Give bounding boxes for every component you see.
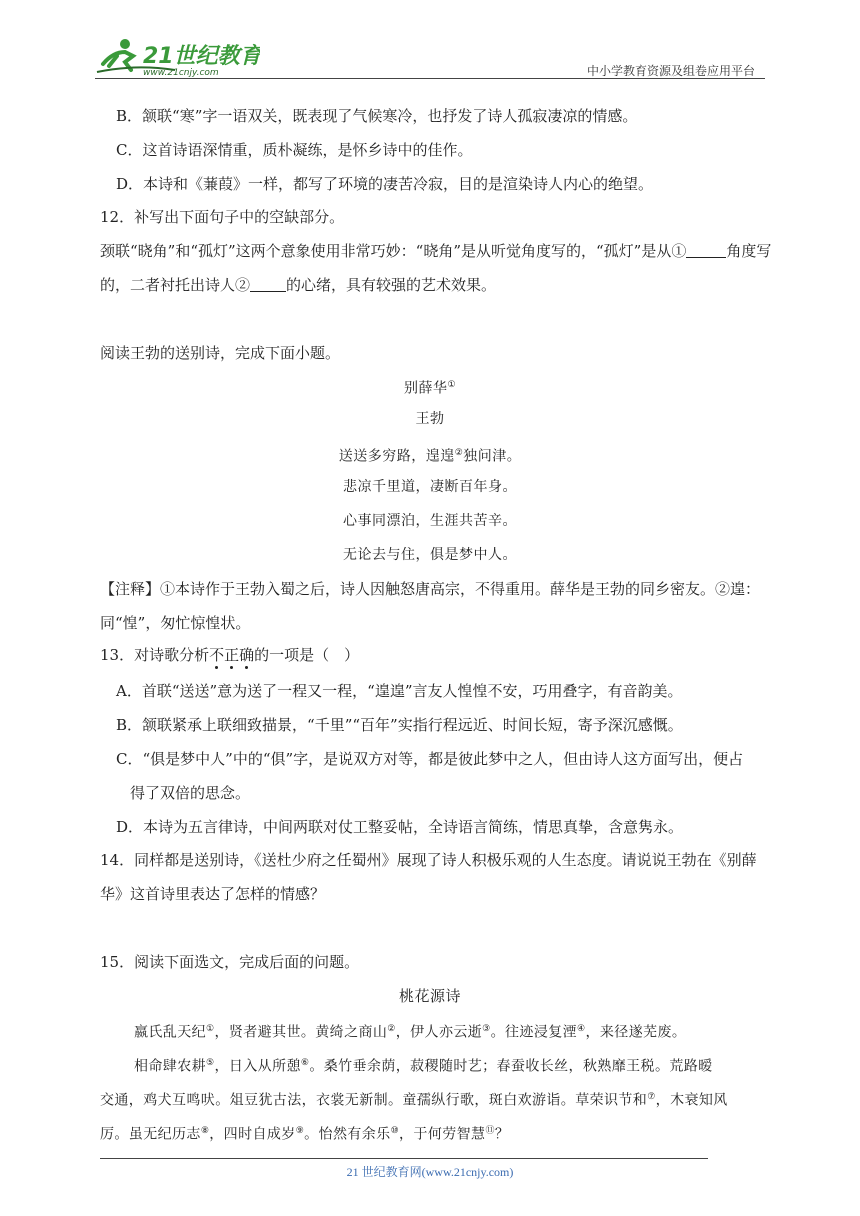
emphasis-char-1: 不 <box>209 646 225 664</box>
note-line-1: 【注释】①本诗作于王勃入蜀之后，诗人因触怒唐高宗，不得重用。薛华是王勃的同乡密友。②遑： <box>100 580 761 598</box>
text-segment: ，木衰知风 <box>655 1092 728 1109</box>
q15-stem: 15．阅读下面选文，完成后面的问题。 <box>100 953 360 971</box>
poem-line-4: 无论去与住，俱是梦中人。 <box>343 547 517 563</box>
q11-option-c: C．这首诗语深情重，质朴凝练，是怀乡诗中的佳作。 <box>116 141 473 159</box>
q13-stem-b: 的一项是（ ） <box>254 646 360 664</box>
poem-line-3: 心事同漂泊，生涯共苦辛。 <box>343 513 517 529</box>
text-segment: ，于何劳智慧 <box>399 1126 486 1143</box>
answer-blank-2[interactable] <box>250 277 286 292</box>
text-segment: ，四时自成岁 <box>209 1126 296 1143</box>
footer-source: 21 世纪教育网(www.21cnjy.com) <box>346 1165 514 1179</box>
poem-line-1 <box>0 443 860 467</box>
poem-line-1b: 独问津。 <box>463 448 522 465</box>
logo-text: 21世纪教育 <box>143 44 260 69</box>
footnote-marker: ⑧ <box>200 1126 210 1136</box>
q13-option-c-line2: 得了双倍的思念。 <box>130 784 251 802</box>
text-segment: 。怡然有余乐 <box>304 1126 391 1143</box>
text-segment: ，贤者避其世。黄绮之商山 <box>214 1024 388 1041</box>
q13-option-d: D．本诗为五言律诗，中间两联对仗工整妥帖，全诗语言简练，情思真挚，含意隽永。 <box>116 818 684 836</box>
footnote-marker: ⑥ <box>300 1058 310 1068</box>
q15-paragraph-2-line2 <box>100 1087 728 1111</box>
q11-option-d: D．本诗和《蒹葭》一样，都写了环境的凄苦冷寂，目的是渲染诗人内心的绝望。 <box>116 175 654 193</box>
q13-option-c-line1: C．“俱是梦中人”中的“俱”字，是说双方对等，都是彼此梦中之人，但由诗人这方面写出，便占 <box>116 750 744 768</box>
q11-option-b: B．颔联“寒”字一语双关，既表现了气候寒冷，也抒发了诗人孤寂凄凉的情感。 <box>116 107 638 125</box>
text-segment: 嬴氏乱天纪 <box>134 1024 206 1041</box>
poem-title-text: 别薛华 <box>403 380 448 397</box>
q12-line2 <box>100 275 496 295</box>
footnote-marker: ② <box>387 1024 396 1034</box>
poem-line-1a: 送送多穷路，遑遑 <box>338 448 455 465</box>
poem-line-1-note: ② <box>454 448 464 458</box>
q14-line2: 华》这首诗里表达了怎样的情感？ <box>100 885 326 903</box>
q15-paragraph-2-line1 <box>134 1053 713 1077</box>
reading-intro: 阅读王勃的送别诗，完成下面小题。 <box>100 344 341 362</box>
emphasis-char-3: 确 <box>239 646 255 664</box>
q12-line2-text-b: 的心绪，具有较强的艺术效果。 <box>286 276 497 294</box>
q15-paragraph-2-line3 <box>100 1121 509 1145</box>
footnote-marker: ⑦ <box>647 1092 656 1102</box>
header-divider <box>95 78 765 79</box>
text-segment: 。桑竹垂余荫，菽稷随时艺；春蚕收长丝，秋熟靡王税。荒路暧 <box>309 1058 713 1075</box>
poem-line-2: 悲凉千里道，凄断百年身。 <box>343 479 517 495</box>
emphasis-char-2: 正 <box>224 646 240 664</box>
runner-logo-icon <box>95 36 260 78</box>
footer-divider <box>100 1158 708 1159</box>
footnote-marker: ① <box>206 1024 215 1034</box>
q13-option-b: B．颔联紧承上联细致描景，“千里”“百年”实指行程远近、时间长短，寄予深沉感慨。 <box>116 716 683 734</box>
footnote-marker: ⑤ <box>206 1058 215 1068</box>
site-logo <box>95 36 260 78</box>
q15-paragraph-1 <box>134 1019 686 1043</box>
q13-stem-a: 13．对诗歌分析 <box>100 646 210 664</box>
q14-line1: 14．同样都是送别诗，《送杜少府之任蜀州》展现了诗人积极乐观的人生态度。请说说王勃在《别薛 <box>100 851 757 869</box>
footnote-marker: ⑪ <box>485 1126 495 1136</box>
note-line-2: 同“惶”，匆忙惊惶状。 <box>100 614 251 632</box>
platform-name: 中小学教育资源及组卷应用平台 <box>586 64 755 78</box>
answer-blank-1[interactable] <box>686 243 726 258</box>
text-segment: ，伊人亦云逝 <box>395 1024 483 1041</box>
q12-line1 <box>100 241 771 261</box>
q12-line1-text-a: 颈联“晓角”和“孤灯”这两个意象使用非常巧妙：“晓角”是从听觉角度写的，“孤灯”是从① <box>100 242 687 260</box>
footnote-marker: ⑨ <box>295 1126 305 1136</box>
q15-poem-title: 桃花源诗 <box>398 987 461 1005</box>
text-segment: 交通，鸡犬互鸣吠。俎豆犹古法，衣裳无新制。童孺纵行歌，斑白欢游诣。草荣识节和 <box>100 1092 648 1109</box>
logo-url-text: www.21cnjy.com <box>143 68 219 78</box>
text-segment: 厉。虽无纪历志 <box>100 1126 201 1143</box>
poem-author: 王勃 <box>415 411 445 427</box>
text-segment: ？ <box>494 1126 510 1143</box>
q13-option-a: A．首联“送送”意为送了一程又一程，“遑遑”言友人惶惶不安，巧用叠字，有音韵美。 <box>116 682 683 700</box>
q12-stem: 12．补写出下面句子中的空缺部分。 <box>100 208 345 226</box>
footnote-marker: ③ <box>482 1024 491 1034</box>
q13-stem <box>100 645 359 665</box>
q12-line2-text-a: 的，二者衬托出诗人② <box>100 276 251 294</box>
footnote-marker: ⑩ <box>390 1126 400 1136</box>
poem-title-note: ① <box>447 380 457 390</box>
text-segment: ，日入从所憩 <box>214 1058 301 1075</box>
text-segment: ，来径遂芜废。 <box>585 1024 687 1041</box>
text-segment: 。往迹浸复湮 <box>490 1024 578 1041</box>
footnote-marker: ④ <box>577 1024 586 1034</box>
text-segment: 相命肆农耕 <box>134 1058 206 1075</box>
q12-line1-text-b: 角度写 <box>726 242 772 260</box>
poem-title <box>0 375 860 399</box>
